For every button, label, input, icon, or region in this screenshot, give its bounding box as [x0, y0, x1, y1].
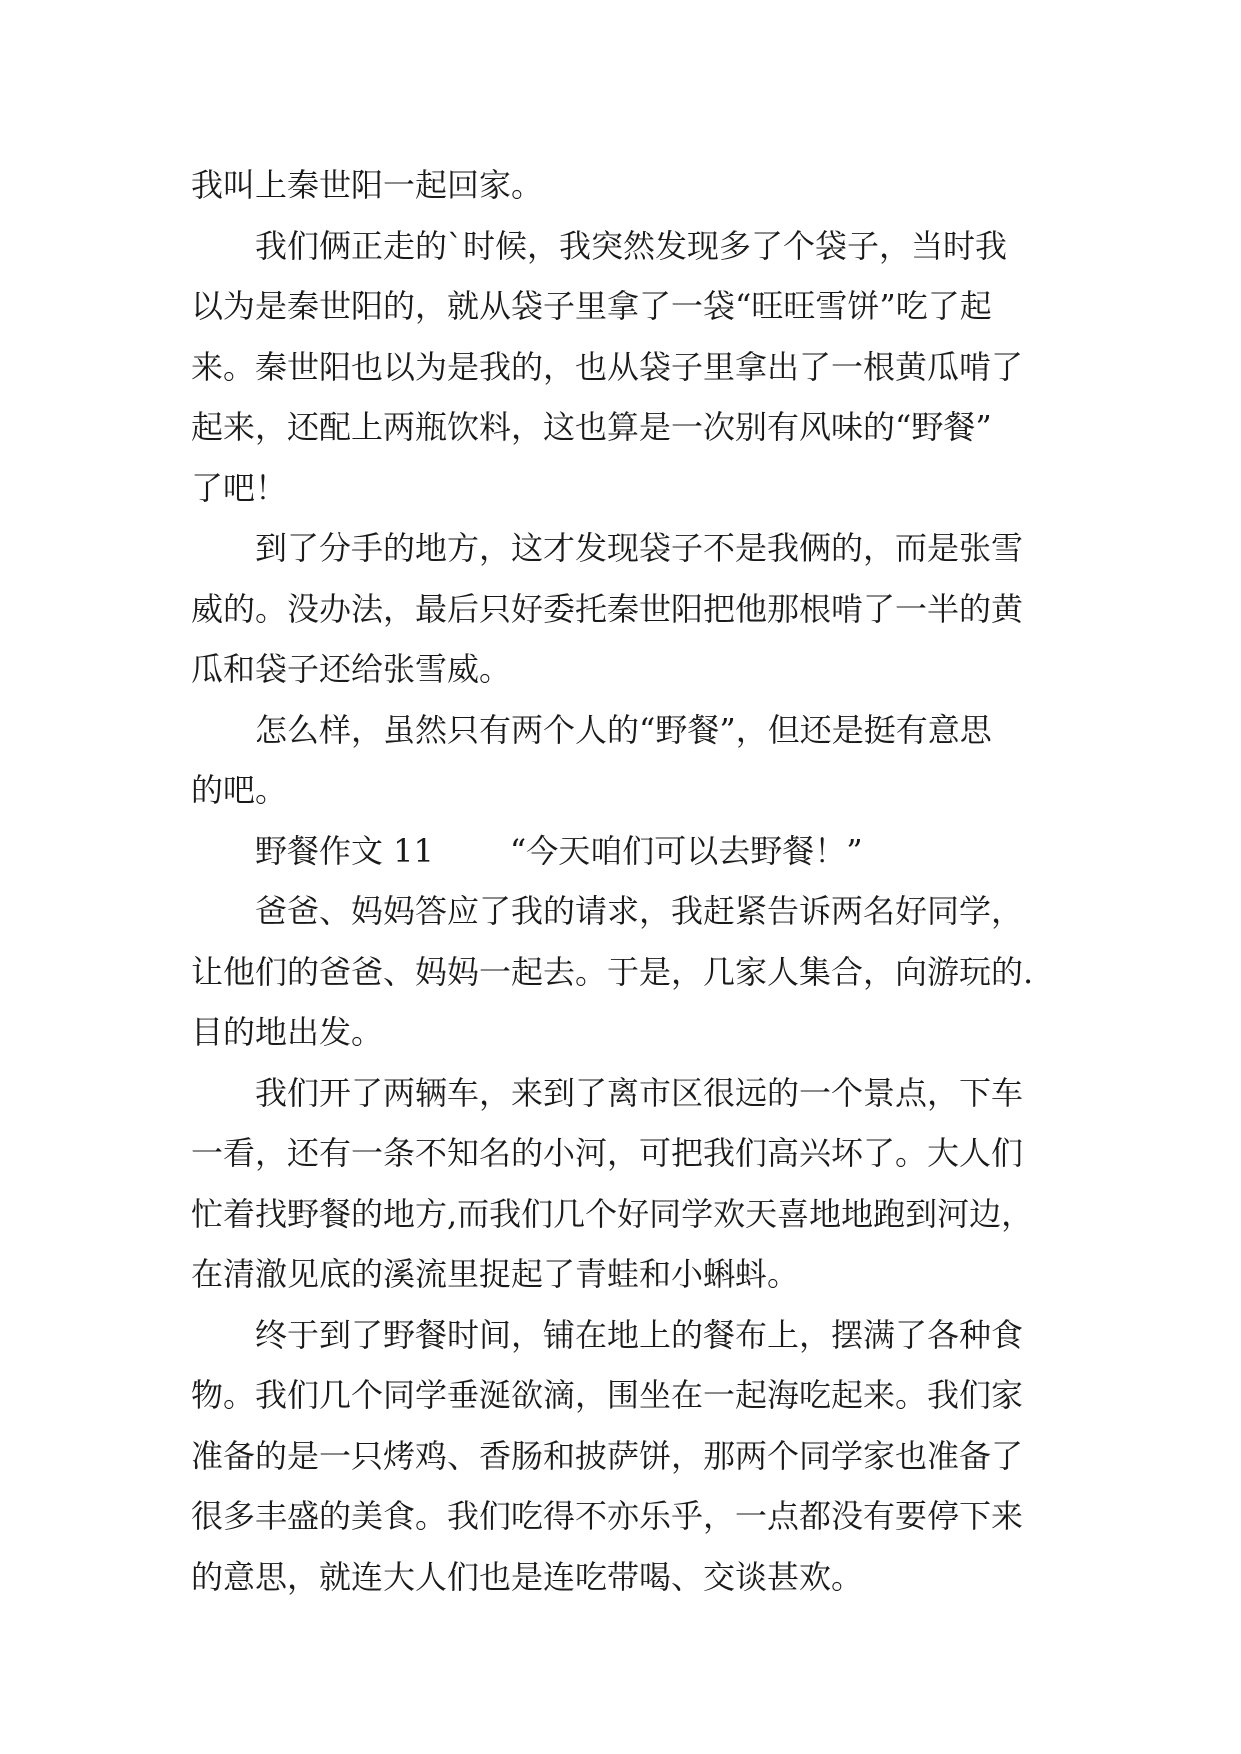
text-line: 以为是秦世阳的，就从袋子里拿了一袋“旺旺雪饼”吃了起	[191, 287, 992, 325]
text-line: 准备的是一只烤鸡、香肠和披萨饼，那两个同学家也准备了	[191, 1436, 1024, 1475]
text-line: 目的地出发。	[191, 1013, 384, 1051]
text-line: 了吧！	[191, 468, 288, 507]
text-line: 怎么样，虽然只有两个人的“野餐”，但还是挺有意思	[191, 710, 992, 749]
text-line: 威的。没办法，最后只好委托秦世阳把他那根啃了一半的黄	[191, 589, 1024, 628]
text-line: 来。秦世阳也以为是我的，也从袋子里拿出了一根黄瓜啃了	[191, 347, 1024, 386]
text-line: 终于到了野餐时间，铺在地上的餐布上，摆满了各种食	[191, 1315, 1024, 1354]
text-line: 在清澈见底的溪流里捉起了青蛙和小蝌蚪。	[191, 1255, 800, 1293]
text-line: 一看，还有一条不知名的小河，可把我们高兴坏了。大人们	[191, 1134, 1024, 1172]
document-body	[191, 155, 1071, 1607]
text-line: 让他们的爸爸、妈妈一起去。于是，几家人集合，向游玩的.	[191, 952, 1034, 991]
text-line: 很多丰盛的美食。我们吃得不亦乐乎，一点都没有要停下来	[191, 1497, 1024, 1535]
text-line: 忙着找野餐的地方,而我们几个好同学欢天喜地地跑到河边，	[191, 1194, 1034, 1233]
text-line: 爸爸、妈妈答应了我的请求，我赶紧告诉两名好同学，	[191, 892, 1024, 930]
text-line: 的意思，就连大人们也是连吃带喝、交谈甚欢。	[191, 1557, 864, 1596]
text-line: 我们俩正走的`时候，我突然发现多了个袋子，当时我	[191, 226, 1008, 265]
text-line: 物。我们几个同学垂涎欲滴，围坐在一起海吃起来。我们家	[191, 1376, 1024, 1414]
section-quote: “今天咱们可以去野餐！”	[509, 831, 863, 870]
text-line: 的吧。	[191, 771, 288, 809]
text-line: 我们开了两辆车，来到了离市区很远的一个景点，下车	[191, 1073, 1024, 1112]
text-line: 我叫上秦世阳一起回家。	[191, 166, 544, 204]
section-heading	[191, 821, 1071, 882]
section-title: 野餐作文 11	[191, 831, 434, 870]
text-line: 起来，还配上两瓶饮料，这也算是一次别有风味的“野餐”	[191, 408, 992, 446]
text-line: 瓜和袋子还给张雪威。	[191, 650, 512, 688]
text-line: 到了分手的地方，这才发现袋子不是我俩的，而是张雪	[191, 529, 1024, 567]
